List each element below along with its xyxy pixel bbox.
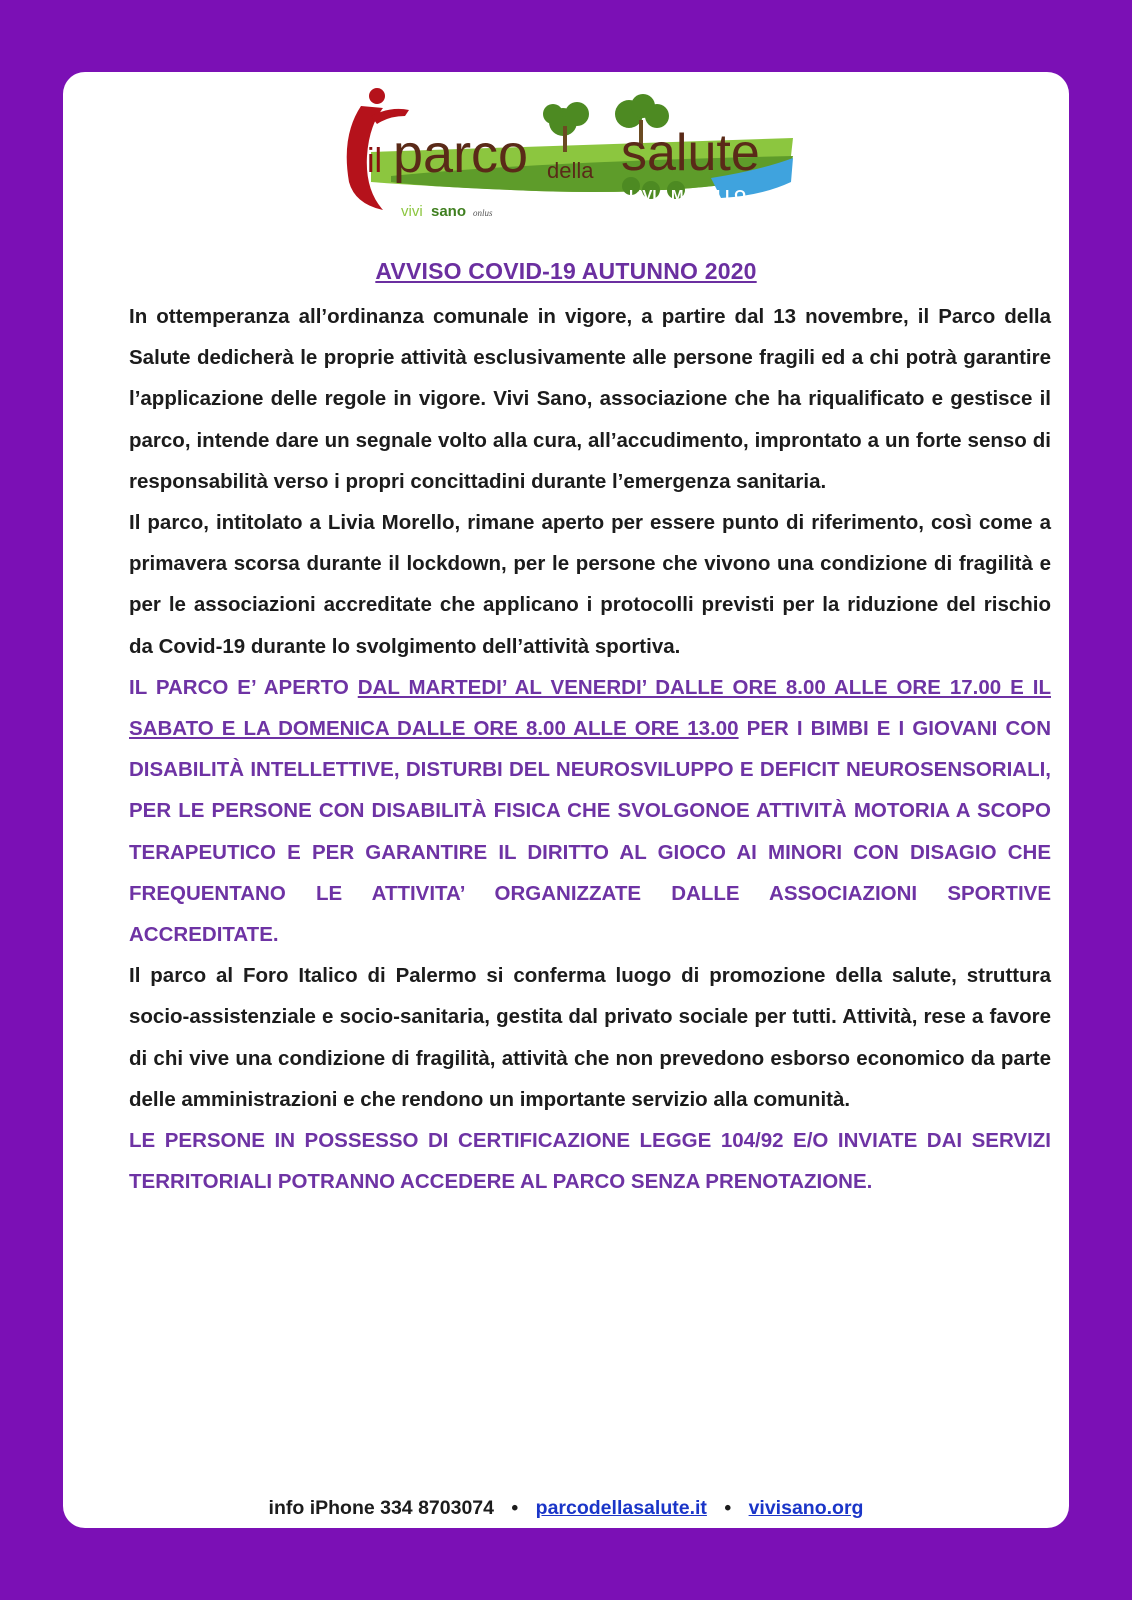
footer-separator: • — [724, 1497, 732, 1519]
opening-hours-intro: IL PARCO E’ APERTO — [129, 675, 358, 699]
logo-subtitle: LIVIA MORELLO — [629, 187, 746, 204]
paragraph-foro-italico: Il parco al Foro Italico di Palermo si conferma luogo di promozione della salute, struttura socio-assistenziale e socio-sanitaria, gestita dal privato sociale per tutti. Attività, rese a favore di chi vive una condizione di fragilità, attività che non prevedono esborso economico da parte delle amministrazioni e che rendono un importante servizio alla comunità. — [129, 964, 1051, 1111]
footer-link-vivisano[interactable]: vivisano.org — [748, 1497, 864, 1519]
paragraph-park-open: Il parco, intitolato a Livia Morello, rimane aperto per essere punto di riferimento, così come a primavera scorsa durante il lockdown, per le persone che vivono una condizione di fragilità e per le associazioni accreditate che applicano i protocolli previsti per la riduzione del rischio da Covid-19 durante lo svolgimento dell’attività sportiva. — [129, 511, 1051, 658]
parco-della-salute-logo — [331, 86, 801, 218]
logo-brand-onlus: onlus — [473, 208, 493, 218]
notice-card — [63, 72, 1069, 1528]
logo-word-il: il — [367, 142, 383, 180]
opening-hours-beneficiaries: PER I BIMBI E I GIOVANI CON DISABILITÀ INTELLETTIVE, DISTURBI DEL NEUROSVILUPPO E DEFICIT NEUROSENSORIALI, PER LE PERSONE CON DISABILITÀ FISICA CHE SVOLGONOE ATTIVITÀ MOTORIA A SCOPO TERAPEUTICO E PER GARANTIRE IL DIRITTO AL GIOCO AI MINORI CON DISAGIO CHE FREQUENTANO LE ATTIVITA’ ORGANIZZATE DALLE ASSOCIAZIONI SPORTIVE ACCREDITATE. — [129, 717, 1051, 947]
logo-word-parco: parco — [393, 124, 529, 184]
paragraph-ordinance: In ottemperanza all’ordinanza comunale in vigore, a partire dal 13 novembre, il Parco della Salute dedicherà le proprie attività esclusivamente alle persone fragili ed a chi potrà garantire l’applicazione delle regole in vigore. Vivi Sano, associazione che ha riqualificato e gestisce il parco, intende dare un segnale volto alla cura, all’accudimento, improntato a un forte senso di responsabilità verso i propri concittadini durante l’emergenza sanitaria. — [129, 305, 1051, 493]
paragraph-certification: LE PERSONE IN POSSESSO DI CERTIFICAZIONE LEGGE 104/92 E/O INVIATE DAI SERVIZI TERRITORIALI POTRANNO ACCEDERE AL PARCO SENZA PRENOTAZIONE. — [129, 1129, 1051, 1194]
logo-word-salute: salute — [621, 124, 760, 182]
footer-link-parcodellasalute[interactable]: parcodellasalute.it — [535, 1497, 707, 1519]
logo-brand-vivi: vivi — [401, 203, 423, 218]
paragraph-opening-hours — [129, 667, 1051, 955]
footer-separator: • — [511, 1497, 519, 1519]
logo-brand-sano: sano — [431, 203, 467, 218]
notice-title: AVVISO COVID-19 AUTUNNO 2020 — [375, 258, 757, 284]
opening-hours-schedule: DAL MARTEDI’ AL VENERDI’ DALLE ORE 8.00 ALLE ORE 17.00 E IL SABATO E LA DOMENICA DALLE ORE 8.00 ALLE ORE 13.00 — [129, 675, 1051, 741]
logo-word-della: della — [547, 158, 594, 183]
footer-contacts — [63, 1497, 1069, 1520]
footer-phone: info iPhone 334 8703074 — [268, 1497, 494, 1519]
notice-body — [129, 296, 1051, 1202]
